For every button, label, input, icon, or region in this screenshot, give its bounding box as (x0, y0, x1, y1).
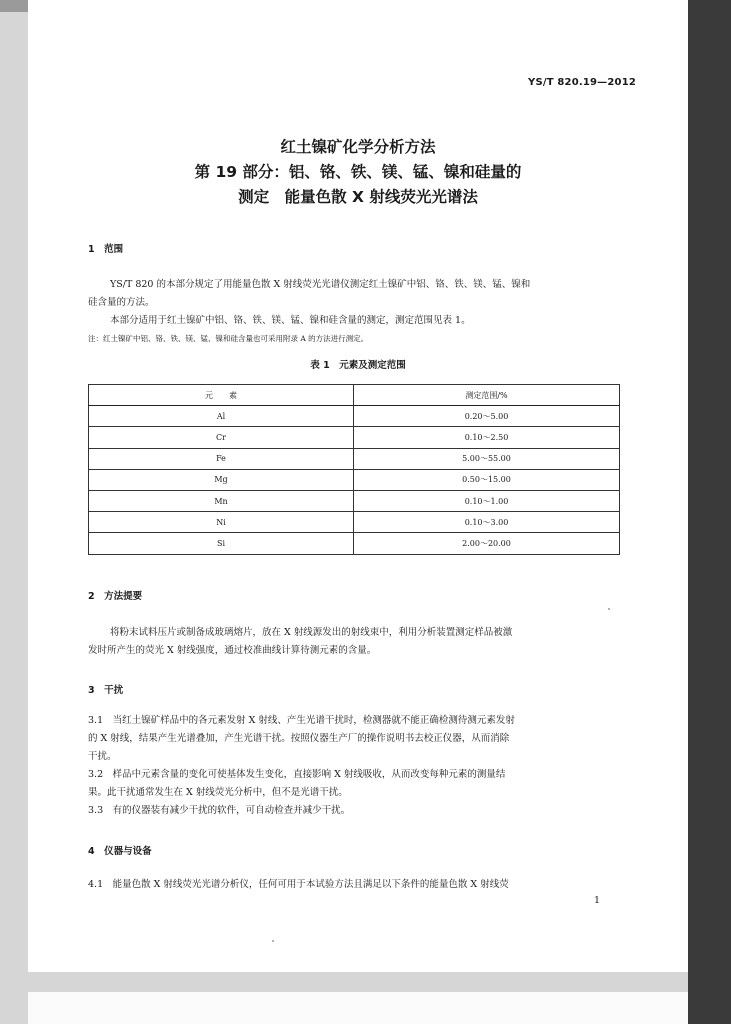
cell-element: Mn (89, 490, 354, 511)
section-3-para-2a: 3.2 样品中元素含量的变化可使基体发生变化，直接影响 X 射线吸收，从而改变每种元素的测量结 (88, 769, 506, 780)
title-line-3: 测定 能量色散 X 射线荧光光谱法 (238, 188, 478, 206)
title-line-1: 红土镍矿化学分析方法 (280, 138, 436, 156)
cell-element: Fe (89, 448, 354, 469)
table-row (89, 448, 620, 469)
cell-range: 0.10～2.50 (354, 427, 620, 448)
section-4-heading: 4 仪器与设备 (88, 846, 152, 857)
section-2-heading: 2 方法提要 (88, 591, 143, 602)
cell-range: 5.00～55.00 (354, 448, 620, 469)
page-number: 1 (594, 895, 601, 906)
cell-range: 2.00～20.00 (354, 533, 620, 554)
viewer-edge-shadow (688, 0, 731, 1024)
table-row (89, 427, 620, 448)
cell-range: 0.10～1.00 (354, 490, 620, 511)
cell-element: Mg (89, 469, 354, 490)
section-4-para-1: 4.1 能量色散 X 射线荧光光谱分析仪，任何可用于本试验方法且满足以下条件的能量色散 X 射线荧 (88, 879, 509, 890)
section-2-para-1b: 发时所产生的荧光 X 射线强度，通过校准曲线计算待测元素的含量。 (88, 645, 377, 656)
section-1-note: 注：红土镍矿中铝、铬、铁、镁、锰、镍和硅含量也可采用附录 A 的方法进行测定。 (88, 334, 369, 343)
table-row (89, 533, 620, 554)
section-3-para-1c: 干扰。 (88, 751, 117, 762)
cell-element: Al (89, 406, 354, 427)
section-1-para-1b: 硅含量的方法。 (88, 297, 155, 308)
section-3-para-1a: 3.1 当红土镍矿样品中的各元素发射 X 射线、产生光谱干扰时，检测器就不能正确检测待测元素发射 (88, 715, 515, 726)
cell-element: Cr (89, 427, 354, 448)
table-row (89, 512, 620, 533)
section-1-heading: 1 范围 (88, 244, 124, 255)
section-1-para-2: 本部分适用于红土镍矿中铝、铬、铁、镁、锰、镍和硅含量的测定，测定范围见表 1。 (110, 315, 471, 326)
cell-element: Ni (89, 512, 354, 533)
section-3-para-3: 3.3 有的仪器装有减少干扰的软件，可自动检查并减少干扰。 (88, 805, 351, 816)
table-row (89, 490, 620, 511)
cell-range: 0.50～15.00 (354, 469, 620, 490)
document-page (28, 0, 688, 972)
header-element: 元 素 (89, 385, 354, 406)
scan-speck (608, 608, 610, 610)
cell-element: Si (89, 533, 354, 554)
next-page-top (28, 992, 688, 1024)
scan-speck (272, 940, 274, 942)
title-line-2: 第 19 部分：铝、铬、铁、镁、锰、镍和硅量的 (194, 163, 522, 181)
viewer-corner (0, 0, 28, 12)
section-2-para-1a: 将粉末试料压片或制备成玻璃熔片，放在 X 射线源发出的射线束中，利用分析装置测定样品被激 (110, 627, 513, 638)
section-1-para-1a: YS/T 820 的本部分规定了用能量色散 X 射线荧光光谱仪测定红土镍矿中铝、铬、铁、镁、锰、镍和 (110, 279, 531, 290)
cell-range: 0.10～3.00 (354, 512, 620, 533)
standard-number: YS/T 820.19—2012 (528, 77, 637, 88)
element-range-table (88, 384, 620, 555)
table-caption: 表 1 元素及测定范围 (310, 360, 406, 371)
table-header-row (89, 385, 620, 406)
header-range: 测定范围/% (354, 385, 620, 406)
section-3-para-2b: 果。此干扰通常发生在 X 射线荧光分析中，但不是光谱干扰。 (88, 787, 348, 798)
table-row (89, 469, 620, 490)
table-row (89, 406, 620, 427)
section-3-para-1b: 的 X 射线，结果产生光谱叠加，产生光谱干扰。按照仪器生产厂的操作说明书去校正仪器，从而消除 (88, 733, 510, 744)
section-3-heading: 3 干扰 (88, 685, 124, 696)
cell-range: 0.20～5.00 (354, 406, 620, 427)
